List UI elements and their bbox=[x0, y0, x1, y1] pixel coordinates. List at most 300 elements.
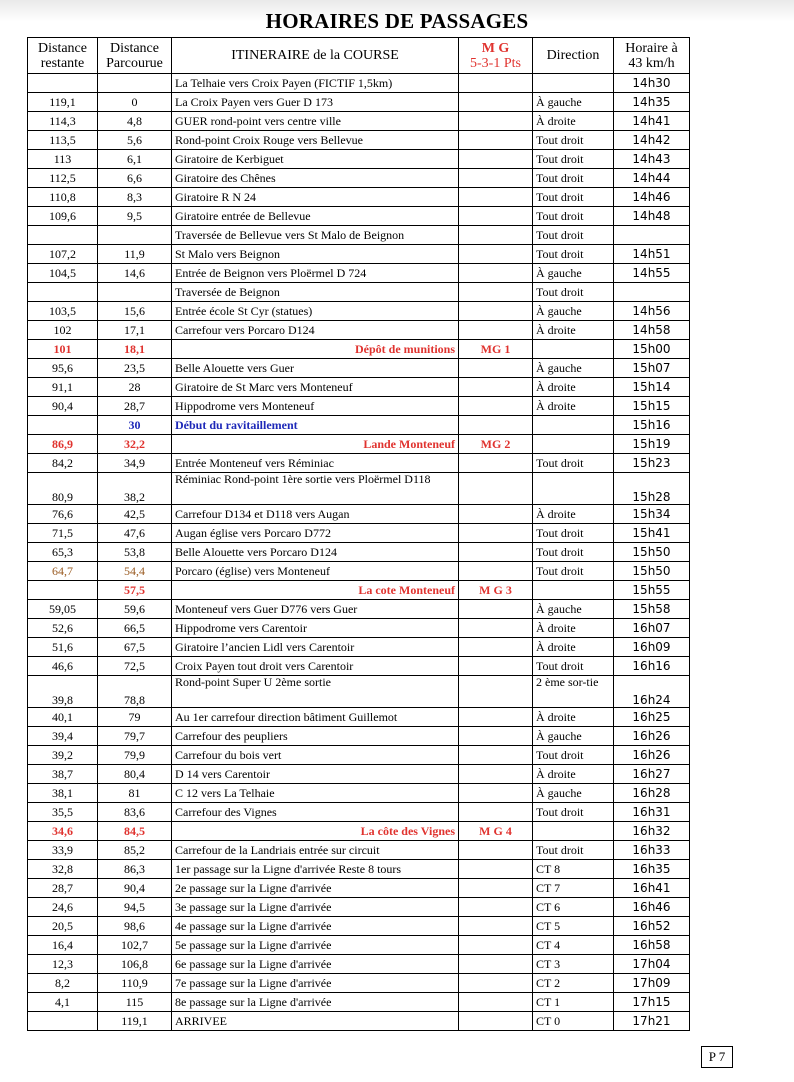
table-row bbox=[28, 638, 690, 657]
cell-horaire bbox=[614, 283, 690, 302]
cell-direction: À droite bbox=[533, 619, 614, 638]
header-mg bbox=[459, 38, 533, 74]
table-row bbox=[28, 917, 690, 936]
cell-mg bbox=[459, 619, 533, 638]
header-horaire: Horaire à 43 km/h bbox=[614, 38, 690, 74]
cell-mg bbox=[459, 359, 533, 378]
cell-direction: À droite bbox=[533, 505, 614, 524]
cell-direction: À gauche bbox=[533, 264, 614, 283]
cell-direction: Tout droit bbox=[533, 131, 614, 150]
cell-itineraire: Lande Monteneuf bbox=[172, 435, 459, 454]
cell-horaire: 14h58 bbox=[614, 321, 690, 340]
page-number: P 7 bbox=[701, 1046, 733, 1068]
cell-distance-restante: 39,4 bbox=[28, 727, 98, 746]
cell-horaire: 16h41 bbox=[614, 879, 690, 898]
cell-distance-parcourue: 86,3 bbox=[98, 860, 172, 879]
table-row bbox=[28, 505, 690, 524]
schedule-body bbox=[28, 74, 690, 1031]
cell-itineraire: Augan église vers Porcaro D772 bbox=[172, 524, 459, 543]
cell-distance-parcourue: 9,5 bbox=[98, 207, 172, 226]
cell-distance-parcourue: 84,5 bbox=[98, 822, 172, 841]
cell-distance-restante: 65,3 bbox=[28, 543, 98, 562]
cell-direction bbox=[533, 581, 614, 600]
cell-distance-parcourue: 47,6 bbox=[98, 524, 172, 543]
cell-itineraire: Monteneuf vers Guer D776 vers Guer bbox=[172, 600, 459, 619]
cell-itineraire: 3e passage sur la Ligne d'arrivée bbox=[172, 898, 459, 917]
cell-direction bbox=[533, 822, 614, 841]
cell-mg bbox=[459, 841, 533, 860]
table-row bbox=[28, 169, 690, 188]
cell-distance-restante: 33,9 bbox=[28, 841, 98, 860]
cell-distance-restante: 40,1 bbox=[28, 708, 98, 727]
cell-itineraire: Giratoire de Kerbiguet bbox=[172, 150, 459, 169]
cell-itineraire: Carrefour des Vignes bbox=[172, 803, 459, 822]
cell-distance-restante: 35,5 bbox=[28, 803, 98, 822]
cell-distance-restante bbox=[28, 226, 98, 245]
cell-direction: CT 3 bbox=[533, 955, 614, 974]
cell-distance-parcourue: 78,8 bbox=[98, 676, 172, 708]
cell-distance-parcourue: 23,5 bbox=[98, 359, 172, 378]
cell-distance-restante: 101 bbox=[28, 340, 98, 359]
cell-distance-parcourue: 6,6 bbox=[98, 169, 172, 188]
cell-horaire: 16h58 bbox=[614, 936, 690, 955]
cell-distance-parcourue bbox=[98, 283, 172, 302]
cell-mg bbox=[459, 600, 533, 619]
table-row bbox=[28, 302, 690, 321]
table-row bbox=[28, 955, 690, 974]
cell-distance-restante: 32,8 bbox=[28, 860, 98, 879]
cell-direction: Tout droit bbox=[533, 803, 614, 822]
cell-mg bbox=[459, 112, 533, 131]
cell-mg bbox=[459, 879, 533, 898]
cell-distance-parcourue: 15,6 bbox=[98, 302, 172, 321]
cell-distance-restante: 4,1 bbox=[28, 993, 98, 1012]
cell-direction: CT 5 bbox=[533, 917, 614, 936]
cell-distance-parcourue: 11,9 bbox=[98, 245, 172, 264]
cell-mg bbox=[459, 993, 533, 1012]
table-row bbox=[28, 112, 690, 131]
cell-mg bbox=[459, 74, 533, 93]
cell-distance-parcourue: 72,5 bbox=[98, 657, 172, 676]
cell-direction bbox=[533, 435, 614, 454]
cell-horaire: 14h35 bbox=[614, 93, 690, 112]
cell-itineraire: Dépôt de munitions bbox=[172, 340, 459, 359]
cell-horaire: 16h46 bbox=[614, 898, 690, 917]
table-row bbox=[28, 416, 690, 435]
cell-itineraire: Carrefour des peupliers bbox=[172, 727, 459, 746]
cell-mg bbox=[459, 302, 533, 321]
table-row bbox=[28, 936, 690, 955]
table-row bbox=[28, 283, 690, 302]
table-row bbox=[28, 226, 690, 245]
cell-horaire: 15h34 bbox=[614, 505, 690, 524]
cell-horaire bbox=[614, 226, 690, 245]
cell-distance-parcourue: 90,4 bbox=[98, 879, 172, 898]
cell-distance-parcourue: 32,2 bbox=[98, 435, 172, 454]
cell-direction: Tout droit bbox=[533, 226, 614, 245]
cell-direction: À droite bbox=[533, 708, 614, 727]
page-title: HORAIRES DE PASSAGES bbox=[265, 9, 529, 33]
cell-distance-restante: 52,6 bbox=[28, 619, 98, 638]
cell-distance-restante: 28,7 bbox=[28, 879, 98, 898]
cell-distance-restante: 39,2 bbox=[28, 746, 98, 765]
cell-horaire: 15h55 bbox=[614, 581, 690, 600]
cell-horaire: 15h58 bbox=[614, 600, 690, 619]
cell-distance-restante: 24,6 bbox=[28, 898, 98, 917]
cell-horaire: 15h15 bbox=[614, 397, 690, 416]
table-row bbox=[28, 340, 690, 359]
cell-direction: Tout droit bbox=[533, 524, 614, 543]
cell-mg bbox=[459, 169, 533, 188]
cell-mg bbox=[459, 524, 533, 543]
cell-mg bbox=[459, 1012, 533, 1031]
table-row bbox=[28, 727, 690, 746]
cell-mg bbox=[459, 708, 533, 727]
cell-distance-restante: 95,6 bbox=[28, 359, 98, 378]
cell-direction: À droite bbox=[533, 321, 614, 340]
cell-horaire: 16h35 bbox=[614, 860, 690, 879]
cell-itineraire: Entrée de Beignon vers Ploërmel D 724 bbox=[172, 264, 459, 283]
cell-direction: Tout droit bbox=[533, 657, 614, 676]
cell-horaire: 16h32 bbox=[614, 822, 690, 841]
cell-distance-parcourue: 66,5 bbox=[98, 619, 172, 638]
cell-distance-parcourue: 79 bbox=[98, 708, 172, 727]
cell-distance-parcourue: 28,7 bbox=[98, 397, 172, 416]
cell-horaire: 16h28 bbox=[614, 784, 690, 803]
cell-horaire: 14h42 bbox=[614, 131, 690, 150]
cell-itineraire: Carrefour D134 et D118 vers Augan bbox=[172, 505, 459, 524]
cell-itineraire: La Telhaie vers Croix Payen (FICTIF 1,5km) bbox=[172, 74, 459, 93]
cell-itineraire: Hippodrome vers Carentoir bbox=[172, 619, 459, 638]
cell-distance-parcourue bbox=[98, 74, 172, 93]
cell-direction bbox=[533, 473, 614, 505]
cell-horaire: 17h21 bbox=[614, 1012, 690, 1031]
cell-direction: À droite bbox=[533, 397, 614, 416]
cell-horaire: 16h31 bbox=[614, 803, 690, 822]
table-row bbox=[28, 524, 690, 543]
table-row bbox=[28, 784, 690, 803]
cell-direction: À droite bbox=[533, 638, 614, 657]
cell-horaire: 16h24 bbox=[614, 676, 690, 708]
header-direction: Direction bbox=[533, 38, 614, 74]
cell-itineraire: GUER rond-point vers centre ville bbox=[172, 112, 459, 131]
cell-itineraire: Belle Alouette vers Guer bbox=[172, 359, 459, 378]
cell-itineraire: 7e passage sur la Ligne d'arrivée bbox=[172, 974, 459, 993]
cell-mg bbox=[459, 803, 533, 822]
cell-distance-restante: 38,7 bbox=[28, 765, 98, 784]
cell-distance-parcourue: 83,6 bbox=[98, 803, 172, 822]
cell-distance-restante: 8,2 bbox=[28, 974, 98, 993]
cell-direction: À gauche bbox=[533, 784, 614, 803]
cell-mg bbox=[459, 473, 533, 505]
cell-distance-restante: 20,5 bbox=[28, 917, 98, 936]
table-row bbox=[28, 619, 690, 638]
cell-distance-parcourue: 6,1 bbox=[98, 150, 172, 169]
cell-distance-parcourue: 28 bbox=[98, 378, 172, 397]
cell-itineraire: Belle Alouette vers Porcaro D124 bbox=[172, 543, 459, 562]
cell-direction: CT 2 bbox=[533, 974, 614, 993]
cell-distance-restante: 109,6 bbox=[28, 207, 98, 226]
cell-itineraire: 5e passage sur la Ligne d'arrivée bbox=[172, 936, 459, 955]
cell-distance-restante bbox=[28, 581, 98, 600]
cell-itineraire: Rond-point Croix Rouge vers Bellevue bbox=[172, 131, 459, 150]
cell-direction: Tout droit bbox=[533, 454, 614, 473]
header-mg-title: M G bbox=[481, 40, 510, 56]
cell-distance-restante: 34,6 bbox=[28, 822, 98, 841]
table-row bbox=[28, 1012, 690, 1031]
table-row bbox=[28, 708, 690, 727]
table-row bbox=[28, 435, 690, 454]
cell-mg bbox=[459, 898, 533, 917]
cell-itineraire: ARRIVEE bbox=[172, 1012, 459, 1031]
cell-mg bbox=[459, 784, 533, 803]
cell-itineraire: 2e passage sur la Ligne d'arrivée bbox=[172, 879, 459, 898]
cell-mg bbox=[459, 131, 533, 150]
cell-distance-parcourue: 18,1 bbox=[98, 340, 172, 359]
table-row bbox=[28, 993, 690, 1012]
cell-distance-parcourue: 79,7 bbox=[98, 727, 172, 746]
cell-direction: À gauche bbox=[533, 359, 614, 378]
cell-distance-restante: 86,9 bbox=[28, 435, 98, 454]
table-row bbox=[28, 974, 690, 993]
cell-direction: À droite bbox=[533, 378, 614, 397]
cell-horaire: 14h46 bbox=[614, 188, 690, 207]
header-itineraire: ITINERAIRE de la COURSE bbox=[172, 38, 459, 74]
cell-mg bbox=[459, 226, 533, 245]
table-row bbox=[28, 473, 690, 505]
cell-mg bbox=[459, 378, 533, 397]
cell-horaire: 15h50 bbox=[614, 562, 690, 581]
cell-itineraire: D 14 vers Carentoir bbox=[172, 765, 459, 784]
cell-itineraire: Traversée de Bellevue vers St Malo de Beignon bbox=[172, 226, 459, 245]
cell-distance-parcourue: 0 bbox=[98, 93, 172, 112]
table-row bbox=[28, 93, 690, 112]
header-distance-parcourue: Distance Parcourue bbox=[98, 38, 172, 74]
cell-itineraire: Réminiac Rond-point 1ère sortie vers Ploërmel D118 bbox=[172, 473, 459, 505]
cell-distance-parcourue: 98,6 bbox=[98, 917, 172, 936]
cell-horaire: 15h28 bbox=[614, 473, 690, 505]
cell-distance-restante bbox=[28, 283, 98, 302]
cell-distance-parcourue: 106,8 bbox=[98, 955, 172, 974]
cell-distance-parcourue bbox=[98, 226, 172, 245]
cell-mg bbox=[459, 860, 533, 879]
cell-horaire: 17h09 bbox=[614, 974, 690, 993]
cell-horaire: 17h15 bbox=[614, 993, 690, 1012]
cell-mg bbox=[459, 765, 533, 784]
cell-horaire: 14h44 bbox=[614, 169, 690, 188]
cell-distance-restante: 80,9 bbox=[28, 473, 98, 505]
table-row bbox=[28, 150, 690, 169]
table-row bbox=[28, 657, 690, 676]
cell-mg bbox=[459, 93, 533, 112]
cell-distance-parcourue: 119,1 bbox=[98, 1012, 172, 1031]
table-row bbox=[28, 822, 690, 841]
cell-direction: Tout droit bbox=[533, 562, 614, 581]
header-distance-restante: Distance restante bbox=[28, 38, 98, 74]
cell-itineraire: Carrefour de la Landriais entrée sur circuit bbox=[172, 841, 459, 860]
cell-horaire: 14h51 bbox=[614, 245, 690, 264]
table-row bbox=[28, 676, 690, 708]
cell-horaire: 16h33 bbox=[614, 841, 690, 860]
cell-horaire: 15h19 bbox=[614, 435, 690, 454]
cell-horaire: 14h48 bbox=[614, 207, 690, 226]
cell-itineraire: Carrefour vers Porcaro D124 bbox=[172, 321, 459, 340]
cell-distance-restante bbox=[28, 1012, 98, 1031]
cell-direction: Tout droit bbox=[533, 207, 614, 226]
cell-mg bbox=[459, 657, 533, 676]
cell-direction: À gauche bbox=[533, 93, 614, 112]
cell-distance-parcourue: 38,2 bbox=[98, 473, 172, 505]
cell-horaire: 16h26 bbox=[614, 746, 690, 765]
cell-mg bbox=[459, 746, 533, 765]
cell-itineraire: Hippodrome vers Monteneuf bbox=[172, 397, 459, 416]
table-row bbox=[28, 207, 690, 226]
cell-itineraire: 4e passage sur la Ligne d'arrivée bbox=[172, 917, 459, 936]
cell-distance-restante: 113,5 bbox=[28, 131, 98, 150]
cell-distance-restante: 91,1 bbox=[28, 378, 98, 397]
cell-itineraire: Entrée école St Cyr (statues) bbox=[172, 302, 459, 321]
cell-horaire: 15h50 bbox=[614, 543, 690, 562]
table-row bbox=[28, 562, 690, 581]
cell-mg bbox=[459, 416, 533, 435]
cell-direction: Tout droit bbox=[533, 188, 614, 207]
cell-direction: CT 1 bbox=[533, 993, 614, 1012]
cell-distance-restante: 104,5 bbox=[28, 264, 98, 283]
header-mg-points: 5-3-1 Pts bbox=[470, 55, 521, 71]
cell-mg: MG 2 bbox=[459, 435, 533, 454]
cell-distance-restante: 51,6 bbox=[28, 638, 98, 657]
cell-itineraire: La Croix Payen vers Guer D 173 bbox=[172, 93, 459, 112]
cell-distance-restante: 113 bbox=[28, 150, 98, 169]
cell-itineraire: La cote Monteneuf bbox=[172, 581, 459, 600]
cell-itineraire: Giratoire l’ancien Lidl vers Carentoir bbox=[172, 638, 459, 657]
cell-direction: CT 0 bbox=[533, 1012, 614, 1031]
cell-mg bbox=[459, 264, 533, 283]
table-row bbox=[28, 397, 690, 416]
cell-distance-restante: 103,5 bbox=[28, 302, 98, 321]
cell-horaire: 15h07 bbox=[614, 359, 690, 378]
cell-distance-restante: 46,6 bbox=[28, 657, 98, 676]
cell-distance-restante: 12,3 bbox=[28, 955, 98, 974]
table-row bbox=[28, 74, 690, 93]
table-row bbox=[28, 841, 690, 860]
table-row bbox=[28, 188, 690, 207]
table-row bbox=[28, 454, 690, 473]
cell-distance-parcourue: 81 bbox=[98, 784, 172, 803]
cell-direction: CT 7 bbox=[533, 879, 614, 898]
cell-distance-restante: 39,8 bbox=[28, 676, 98, 708]
cell-itineraire: 8e passage sur la Ligne d'arrivée bbox=[172, 993, 459, 1012]
cell-horaire: 16h26 bbox=[614, 727, 690, 746]
cell-distance-restante: 110,8 bbox=[28, 188, 98, 207]
cell-mg bbox=[459, 955, 533, 974]
cell-itineraire: St Malo vers Beignon bbox=[172, 245, 459, 264]
cell-direction: CT 4 bbox=[533, 936, 614, 955]
cell-direction: À gauche bbox=[533, 600, 614, 619]
table-row bbox=[28, 765, 690, 784]
cell-horaire: 17h04 bbox=[614, 955, 690, 974]
cell-horaire: 14h41 bbox=[614, 112, 690, 131]
table-row bbox=[28, 860, 690, 879]
cell-mg bbox=[459, 936, 533, 955]
table-row bbox=[28, 746, 690, 765]
cell-direction bbox=[533, 74, 614, 93]
cell-distance-parcourue: 59,6 bbox=[98, 600, 172, 619]
cell-horaire: 16h09 bbox=[614, 638, 690, 657]
table-row bbox=[28, 245, 690, 264]
cell-itineraire: Giratoire des Chênes bbox=[172, 169, 459, 188]
cell-distance-restante: 114,3 bbox=[28, 112, 98, 131]
cell-itineraire: C 12 vers La Telhaie bbox=[172, 784, 459, 803]
cell-distance-parcourue: 53,8 bbox=[98, 543, 172, 562]
cell-mg bbox=[459, 543, 533, 562]
cell-distance-parcourue: 102,7 bbox=[98, 936, 172, 955]
cell-direction: CT 6 bbox=[533, 898, 614, 917]
cell-itineraire: Traversée de Beignon bbox=[172, 283, 459, 302]
cell-horaire: 15h14 bbox=[614, 378, 690, 397]
table-row bbox=[28, 131, 690, 150]
cell-direction: Tout droit bbox=[533, 150, 614, 169]
cell-horaire: 15h23 bbox=[614, 454, 690, 473]
cell-distance-parcourue: 8,3 bbox=[98, 188, 172, 207]
table-header-row bbox=[28, 38, 690, 74]
cell-itineraire: La côte des Vignes bbox=[172, 822, 459, 841]
cell-mg bbox=[459, 974, 533, 993]
cell-horaire: 15h41 bbox=[614, 524, 690, 543]
cell-direction: Tout droit bbox=[533, 543, 614, 562]
cell-direction: Tout droit bbox=[533, 283, 614, 302]
cell-distance-restante: 84,2 bbox=[28, 454, 98, 473]
cell-distance-restante: 90,4 bbox=[28, 397, 98, 416]
cell-itineraire: Entrée Monteneuf vers Réminiac bbox=[172, 454, 459, 473]
cell-horaire: 14h55 bbox=[614, 264, 690, 283]
cell-distance-parcourue: 4,8 bbox=[98, 112, 172, 131]
cell-mg bbox=[459, 638, 533, 657]
cell-horaire: 15h16 bbox=[614, 416, 690, 435]
cell-direction bbox=[533, 416, 614, 435]
cell-distance-restante: 76,6 bbox=[28, 505, 98, 524]
cell-distance-parcourue: 17,1 bbox=[98, 321, 172, 340]
cell-horaire: 14h43 bbox=[614, 150, 690, 169]
cell-itineraire: Porcaro (église) vers Monteneuf bbox=[172, 562, 459, 581]
table-row bbox=[28, 600, 690, 619]
cell-direction: À droite bbox=[533, 112, 614, 131]
cell-horaire: 14h30 bbox=[614, 74, 690, 93]
cell-direction: Tout droit bbox=[533, 245, 614, 264]
cell-direction: À droite bbox=[533, 765, 614, 784]
table-row bbox=[28, 898, 690, 917]
cell-mg bbox=[459, 454, 533, 473]
cell-mg bbox=[459, 727, 533, 746]
table-row bbox=[28, 321, 690, 340]
cell-itineraire: Giratoire entrée de Bellevue bbox=[172, 207, 459, 226]
cell-distance-restante: 71,5 bbox=[28, 524, 98, 543]
cell-itineraire: Au 1er carrefour direction bâtiment Guillemot bbox=[172, 708, 459, 727]
schedule-table bbox=[27, 37, 690, 1031]
cell-direction: À gauche bbox=[533, 302, 614, 321]
cell-direction: 2 ème sor-tie bbox=[533, 676, 614, 708]
cell-distance-parcourue: 54,4 bbox=[98, 562, 172, 581]
cell-mg bbox=[459, 188, 533, 207]
table-row bbox=[28, 581, 690, 600]
table-row bbox=[28, 378, 690, 397]
cell-mg bbox=[459, 283, 533, 302]
cell-mg bbox=[459, 917, 533, 936]
table-row bbox=[28, 264, 690, 283]
cell-mg bbox=[459, 676, 533, 708]
table-row bbox=[28, 543, 690, 562]
cell-direction: Tout droit bbox=[533, 746, 614, 765]
